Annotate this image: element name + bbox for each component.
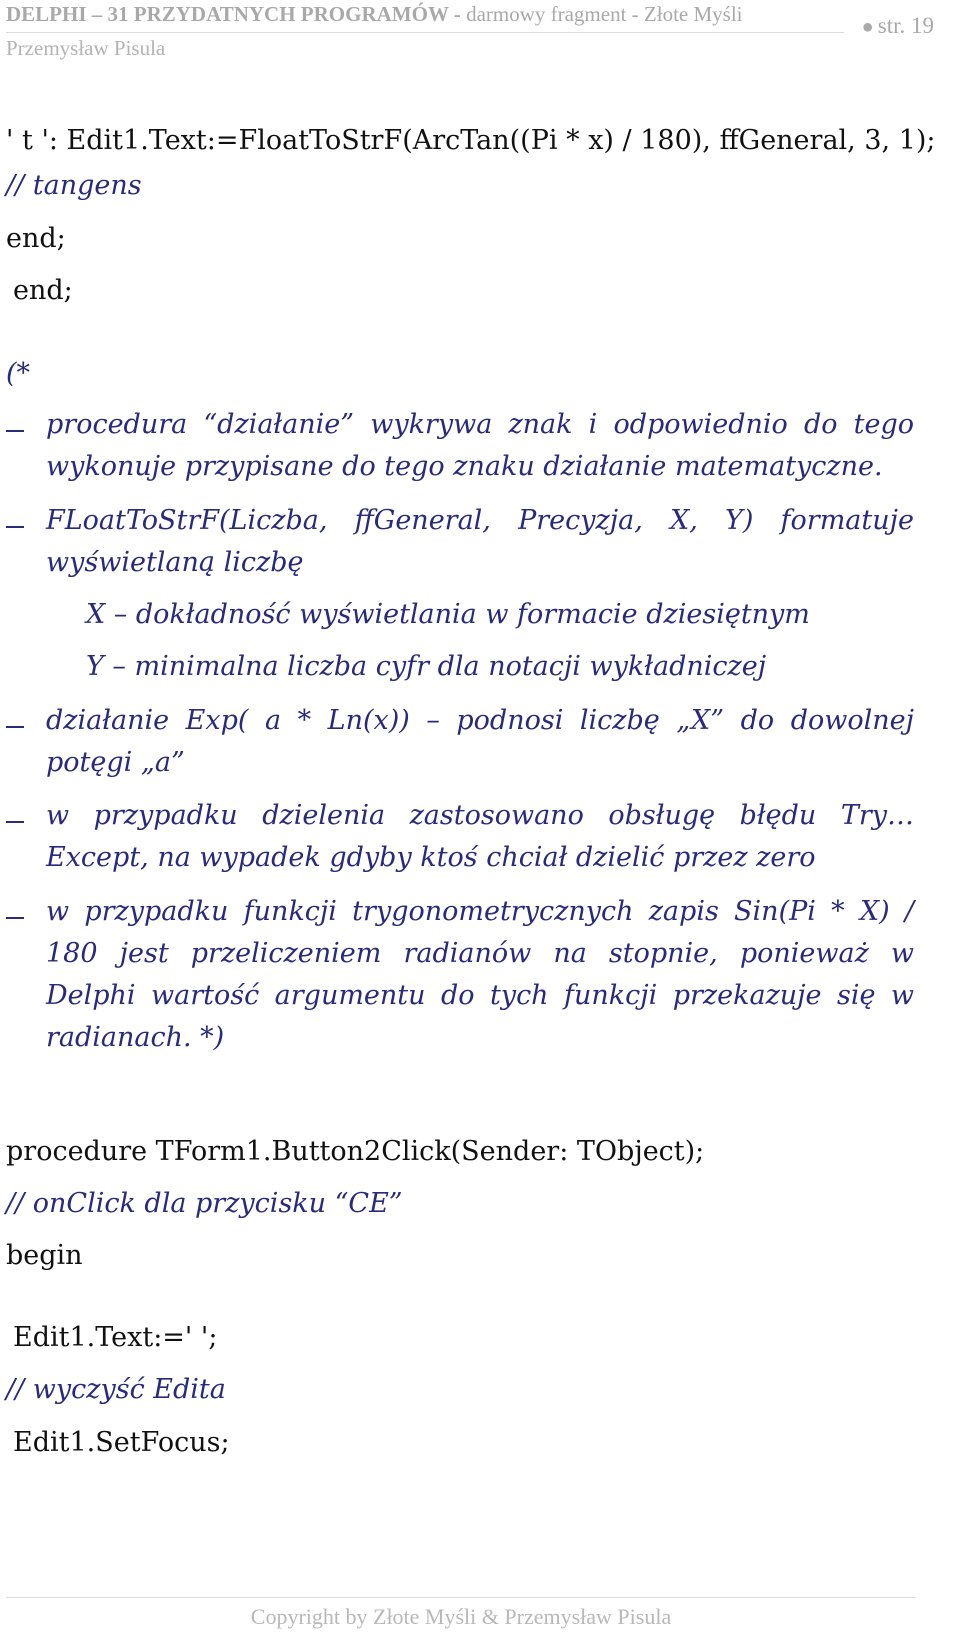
code-set-focus: Edit1.SetFocus; bbox=[13, 1427, 230, 1458]
note-exp: działanie Exp( a * Ln(x)) – podnosi liczbę „X” do dowolnej potęgi „a” bbox=[46, 705, 914, 778]
dash-icon bbox=[6, 726, 24, 728]
comment-open: (* bbox=[6, 358, 31, 389]
sub-item-y: Y – minimalna liczba cyfr dla notacji wykładniczej bbox=[86, 651, 767, 682]
page-number bbox=[862, 13, 934, 39]
footer-copyright: Copyright by Złote Myśli & Przemysław Pisula bbox=[250, 1604, 672, 1629]
comment-onclick: // onClick dla przycisku “CE” bbox=[6, 1188, 403, 1219]
header-author: Przemysław Pisula bbox=[6, 36, 166, 60]
comment-clear: // wyczyść Edita bbox=[6, 1374, 226, 1405]
comment-tangens: // tangens bbox=[6, 170, 142, 201]
note-dzialanie: procedura “działanie” wykrywa znak i odpowiednio do tego wykonuje przypisane do tego znaku działanie matematyczne. bbox=[46, 409, 914, 482]
dash-icon bbox=[6, 917, 24, 919]
dash-icon bbox=[6, 526, 24, 528]
code-begin: begin bbox=[6, 1240, 83, 1271]
dash-icon bbox=[6, 430, 24, 432]
page-number-label: str. 19 bbox=[877, 13, 934, 38]
note-trig: w przypadku funkcji trygonometrycznych zapis Sin(Pi * X) / 180 jest przeliczeniem radianów na stopnie, ponieważ w Delphi wartość argumentu do tych funkcji przekazuje się w radianach. *) bbox=[46, 896, 914, 1053]
code-procedure: procedure TForm1.Button2Click(Sender: TObject); bbox=[6, 1136, 705, 1167]
bullet-dot-icon: ● bbox=[861, 16, 874, 38]
code-end-inner: end; bbox=[6, 223, 66, 254]
footer-divider bbox=[6, 1597, 916, 1598]
code-end-outer: end; bbox=[13, 275, 73, 306]
dash-icon bbox=[6, 821, 24, 823]
header-title bbox=[6, 2, 743, 27]
sub-item-x: X – dokładność wyświetlania w formacie dziesiętnym bbox=[86, 599, 810, 630]
header-title-bold: DELPHI – 31 PRZYDATNYCH PROGRAMÓW - bbox=[6, 2, 461, 26]
note-try-except: w przypadku dzielenia zastosowano obsługę błędu Try…Except, na wypadek gdyby ktoś chciał dzielić przez zero bbox=[46, 800, 914, 873]
header-title-rest: darmowy fragment - Złote Myśli bbox=[460, 2, 743, 26]
note-floattostrf: FLoatToStrF(Liczba, ffGeneral, Precyzja, X, Y) formatuje wyświetlaną liczbę bbox=[46, 505, 914, 578]
header-divider bbox=[6, 32, 844, 33]
code-edit-text: Edit1.Text:=' '; bbox=[13, 1322, 218, 1353]
code-line-tangens: ' t ': Edit1.Text:=FloatToStrF(ArcTan((Pi * x) / 180), ffGeneral, 3, 1); bbox=[6, 125, 936, 156]
